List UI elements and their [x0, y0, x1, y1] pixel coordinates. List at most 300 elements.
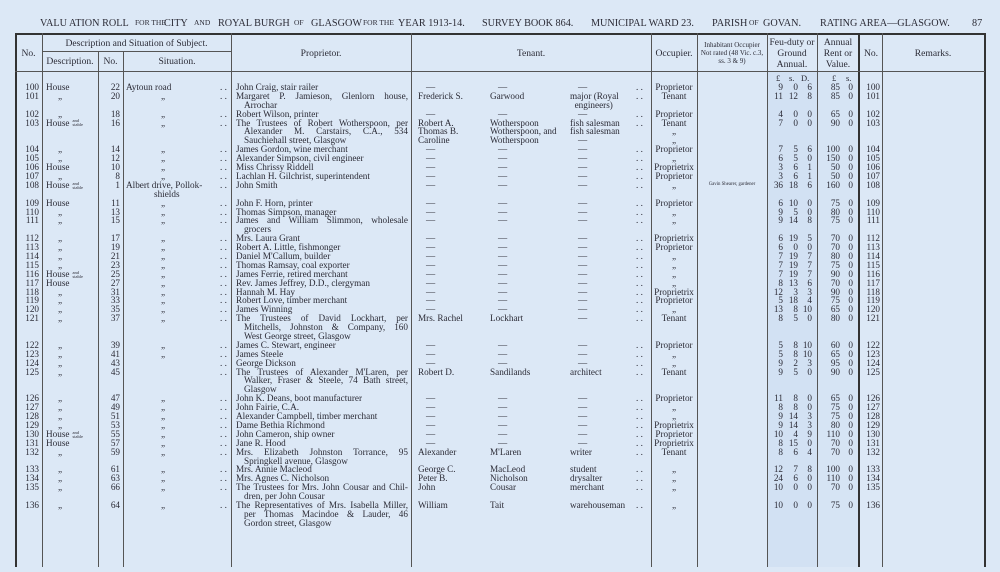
situation-line: „ [161, 473, 166, 484]
tenant-occupation: major (Royal [570, 90, 619, 101]
feu-shillings: 14 [788, 419, 798, 430]
tenant-surname: Nicholson [490, 473, 528, 484]
entry-number: 118 [25, 286, 39, 297]
situation [126, 288, 221, 297]
proprietor-line: James C. Stewart, engineer [236, 339, 336, 350]
entry-number-right: 104 [866, 144, 880, 155]
leader-dots: . . [636, 250, 643, 261]
house-number: 66 [110, 482, 120, 493]
rent-pounds: 75 [830, 295, 840, 306]
proprietor-line: The Trustees for Mrs. John Cousar and Chil- [236, 482, 408, 493]
situation [126, 92, 221, 101]
house-number: 11 [111, 197, 120, 208]
leader-dots: . . [220, 339, 227, 350]
leader-dots: . . [636, 348, 643, 359]
occupier-line: „ [671, 135, 677, 146]
tenant-occupation: — [578, 393, 588, 404]
rent-shillings: 0 [848, 464, 853, 475]
situation-line: „ [161, 170, 166, 181]
proprietor-line: James Winning [236, 304, 293, 315]
occupier-line: „ [671, 499, 677, 510]
col-header-inhabitant: Inhabitant Occupier Not rated (48 Vic. c.3, ss. 3 & 9) [700, 41, 764, 65]
entry-number: 136 [25, 499, 39, 510]
house-number: 63 [110, 473, 120, 484]
proprietor [236, 368, 408, 395]
description-text: „ [58, 419, 63, 430]
tenant-surname: — [498, 82, 508, 92]
occupier-line: „ [671, 259, 677, 270]
feu-pence: 8 [807, 215, 812, 226]
tenant-first-name: Peter B. [418, 473, 448, 484]
rent-shillings: 0 [848, 144, 853, 155]
feu-pence: 3 [807, 411, 812, 422]
leader-dots: . . [636, 90, 643, 101]
rent-pounds: 50 [830, 170, 840, 181]
proprietor-line: Sauchiehall street, Glasgow [244, 135, 347, 146]
tenant-first-name: — [426, 393, 436, 404]
entry-number: 121 [25, 313, 39, 324]
feu-pence: 3 [807, 286, 812, 297]
tenant-surname: — [498, 259, 508, 270]
description-text: „ [58, 215, 63, 226]
occupier-line: Proprietor [655, 197, 693, 208]
house-number: 13 [110, 206, 120, 217]
situation [126, 501, 221, 510]
tenant-surname: — [498, 206, 508, 217]
feu-pence: 0 [807, 117, 812, 128]
situation [126, 341, 221, 350]
situation [126, 483, 221, 492]
situation [126, 154, 221, 163]
situation [126, 439, 221, 448]
situation-line: „ [161, 437, 166, 448]
entry-number: 114 [25, 250, 39, 261]
feu-shillings: 8 [793, 402, 798, 413]
feu-shillings: 6 [793, 446, 798, 457]
proprietor [236, 314, 408, 341]
unit-pence: D. [801, 73, 810, 83]
feu-pounds: 24 [773, 473, 783, 484]
tenant-occupation: — [578, 82, 588, 92]
rent-pounds: 75 [830, 197, 840, 208]
occupier [651, 368, 697, 377]
feu-pence: 0 [807, 393, 812, 404]
feu-shillings: 19 [788, 259, 798, 270]
col-header-annual-rent: Annual Rent or Value. [823, 36, 853, 70]
col-header-tenant: Tenant. [516, 47, 546, 59]
entry-number: 122 [25, 339, 39, 350]
situation [126, 110, 221, 119]
table-row [0, 119, 1000, 146]
situation [126, 314, 221, 323]
feu-pounds: 8 [778, 446, 783, 457]
tenant-occupation: — [578, 402, 588, 413]
rent-pounds: 75 [830, 259, 840, 270]
tenant-occupation: — [578, 179, 588, 190]
feu-pounds: 10 [773, 428, 783, 439]
rent-shillings: 0 [848, 268, 853, 279]
house-number: 39 [110, 339, 120, 350]
proprietor-line: Thomas Simpson, manager [236, 206, 337, 217]
tenant-surname: — [498, 286, 508, 297]
feu-pence: 6 [807, 82, 812, 92]
rent-pounds: 65 [830, 393, 840, 404]
feu-pence: 7 [807, 268, 812, 279]
entry-number-right: 124 [866, 357, 880, 368]
tenant-occupation: student [570, 464, 597, 475]
feu-pence: 1 [807, 162, 812, 173]
tenant-surname: — [498, 215, 508, 226]
rent-pounds: 85 [830, 90, 840, 101]
feu-pounds: 9 [778, 366, 783, 377]
description-text: „ [58, 304, 63, 315]
house-number: 33 [110, 295, 120, 306]
leader-dots: . . [636, 259, 643, 270]
description-text: „ [58, 170, 63, 181]
leader-dots: . . [220, 419, 227, 430]
tenant-occupation: — [578, 250, 588, 261]
feu-pence: 4 [807, 295, 812, 306]
description-text: „ [58, 473, 63, 484]
entry-number: 131 [25, 437, 39, 448]
feu-shillings: 19 [788, 233, 798, 244]
rent-pounds: 65 [830, 108, 840, 119]
situation [126, 465, 221, 474]
feu-pounds: 10 [773, 499, 783, 510]
feu-shillings: 7 [793, 464, 798, 475]
rent-shillings: 0 [848, 250, 853, 261]
tenant-occupation: — [578, 242, 588, 253]
proprietor-line: The Trustees of Robert Wotherspoon, per [236, 117, 408, 128]
situation-line: „ [161, 348, 166, 359]
entry-number: 112 [25, 233, 39, 244]
rent-shillings: 0 [848, 170, 853, 181]
proprietor-line: Dame Bethia Richmond [236, 419, 325, 430]
rent-pounds: 110 [826, 428, 840, 439]
rent-pounds: 80 [830, 419, 840, 430]
survey-book: SURVEY BOOK 864. [482, 18, 574, 29]
description-text: „ [58, 286, 63, 297]
rent-pounds: 110 [826, 473, 840, 484]
tenant-surname: — [498, 304, 508, 315]
entry-number-right: 136 [866, 499, 880, 510]
leader-dots: . . [220, 446, 227, 457]
feu-pounds: 12 [773, 464, 783, 475]
tenant-surname: — [498, 437, 508, 448]
leader-dots: . . [636, 446, 643, 457]
tenant-occupation: writer [570, 446, 592, 457]
tenant-surname: Garwood [490, 90, 525, 101]
rent-pounds: 100 [826, 144, 840, 155]
proprietor [236, 181, 408, 190]
leader-dots: . . [220, 366, 227, 377]
feu-shillings: 19 [788, 250, 798, 261]
description [46, 92, 98, 101]
proprietor-line: Mrs. Annie Macleod [236, 464, 312, 475]
feu-pounds: 8 [778, 313, 783, 324]
entry-number-right: 131 [866, 437, 880, 448]
proprietor-line: grocers [244, 224, 272, 235]
leader-dots: . . [220, 153, 227, 164]
feu-pence: 9 [807, 428, 812, 439]
feu-pounds: 9 [778, 206, 783, 217]
rent-pounds: 65 [830, 348, 840, 359]
tenant-occupation: — [578, 419, 588, 430]
situation [126, 448, 221, 457]
tenant-surname: — [498, 144, 508, 155]
house-number: 57 [110, 437, 120, 448]
proprietor-line: Alexander Simpson, civil engineer [236, 153, 364, 164]
situation-line: „ [161, 233, 166, 244]
feu-shillings: 18 [788, 179, 798, 190]
tenant-surname: Wotherspoon [490, 117, 539, 128]
situation-line: „ [161, 197, 166, 208]
leader-dots: . . [636, 170, 643, 181]
tenant-surname: — [498, 411, 508, 422]
house-number: 53 [110, 419, 120, 430]
feu-pounds: 36 [773, 179, 783, 190]
entry-number-right: 106 [866, 162, 880, 173]
entry-number-right: 122 [866, 339, 880, 350]
leader-dots: . . [636, 197, 643, 208]
table-row [0, 314, 1000, 341]
situation [126, 279, 221, 288]
occupier-line: „ [671, 250, 677, 261]
description-text: „ [58, 482, 63, 493]
description [46, 216, 98, 225]
situation-line: „ [161, 295, 166, 306]
tenant-surname: — [498, 277, 508, 288]
occupier-line: Proprietor [655, 339, 693, 350]
entry-number: 104 [25, 144, 39, 155]
leader-dots: . . [636, 437, 643, 448]
occupier-line: „ [671, 464, 677, 475]
situation-line: „ [161, 393, 166, 404]
col-header-no: No. [21, 47, 36, 59]
entry-number: 130 [25, 428, 39, 439]
col-header-occupier: Occupier. [655, 47, 693, 59]
table-row [0, 483, 1000, 501]
entry-number: 102 [25, 108, 39, 119]
tenant-first-name: — [426, 144, 436, 155]
feu-pence: 7 [807, 250, 812, 261]
occupier-line: Proprietor [655, 108, 693, 119]
situation-line: „ [161, 419, 166, 430]
tenant-occupation: — [578, 162, 588, 173]
situation-line: „ [161, 428, 166, 439]
proprietor-line: John Fairie, C.A. [236, 402, 300, 413]
tenant-surname: — [498, 393, 508, 404]
feu-pounds: 9 [778, 215, 783, 226]
occupier [651, 314, 697, 323]
house-number: 25 [110, 268, 120, 279]
entry-number-right: 135 [866, 482, 880, 493]
situation-line: „ [161, 206, 166, 217]
feu-shillings: 5 [793, 313, 798, 324]
situation [126, 350, 221, 359]
description-text: „ [58, 206, 63, 217]
tenant-occupation: — [578, 206, 588, 217]
feu-shillings: 5 [793, 144, 798, 155]
leader-dots: . . [220, 170, 227, 181]
tenant-first-name: Caroline [418, 135, 450, 146]
title-word: AND [194, 18, 211, 27]
situation-line: „ [161, 108, 166, 119]
occupier-line: Proprietrix [654, 286, 694, 297]
description-text: „ [58, 233, 63, 244]
situation-line [126, 368, 221, 377]
description-text: „ [58, 242, 63, 253]
entry-number: 129 [25, 419, 39, 430]
tenant-surname: — [498, 170, 508, 181]
leader-dots: . . [220, 295, 227, 306]
feu-shillings: 5 [793, 206, 798, 217]
tenant-first-name: — [426, 206, 436, 217]
tenant-first-name: — [426, 162, 436, 173]
rent-pounds: 150 [826, 153, 840, 164]
feu-pounds: 7 [778, 268, 783, 279]
leader-dots: . . [636, 162, 643, 173]
situation-line: „ [161, 277, 166, 288]
house-number: 61 [110, 464, 120, 475]
entry-number-right: 117 [866, 277, 880, 288]
tenant-surname: M'Laren [490, 446, 522, 457]
proprietor-line: Gordon street, Glasgow [244, 517, 332, 528]
feu-pounds: 5 [778, 295, 783, 306]
feu-pounds: 13 [773, 304, 783, 315]
house-number: 59 [110, 446, 120, 457]
rent-shillings: 0 [848, 90, 853, 101]
tenant-surname: Sandilands [490, 366, 531, 377]
description [46, 119, 98, 128]
tenant-occupation: — [578, 357, 588, 368]
entry-number-right: 119 [866, 295, 880, 306]
rent-shillings: 0 [848, 153, 853, 164]
house-number: 45 [110, 366, 120, 377]
proprietor-line: dren, per John Cousar [244, 491, 325, 502]
house-number: 31 [110, 286, 120, 297]
tenant-first-name: — [426, 419, 436, 430]
leader-dots: . . [220, 250, 227, 261]
feu-shillings: 13 [788, 277, 798, 288]
feu-pounds: 7 [778, 250, 783, 261]
occupier-line: „ [671, 126, 677, 137]
entry-number: 127 [25, 402, 39, 413]
feu-pounds: 10 [773, 482, 783, 493]
proprietor-line: Mitchells, Johnston & Company, 160 [244, 322, 408, 333]
tenant-first-name: — [426, 233, 436, 244]
tenant-occupation: — [578, 153, 588, 164]
rent-pounds: 80 [830, 313, 840, 324]
feu-shillings: 18 [788, 295, 798, 306]
occupier-line: „ [671, 402, 677, 413]
situation-line: „ [161, 482, 166, 493]
proprietor-line: Lachlan H. Gilchrist, superintendent [236, 170, 370, 181]
tenant-surname: — [498, 153, 508, 164]
entry-number-right: 111 [866, 215, 880, 226]
entry-number: 132 [25, 446, 39, 457]
situation-line: „ [161, 259, 166, 270]
feu-pence: 0 [807, 482, 812, 493]
proprietor [236, 448, 408, 466]
occupier-line: Tenant [661, 446, 687, 457]
description-text: House [46, 268, 70, 279]
description-text: „ [58, 90, 63, 101]
rent-shillings: 0 [848, 242, 853, 253]
occupier-line: Proprietor [655, 393, 693, 404]
tenant-first-name: — [426, 357, 436, 368]
table-row [0, 92, 1000, 110]
title-glasgow: GLASGOW [311, 18, 362, 29]
proprietor-line: Robert A. Little, fishmonger [236, 242, 341, 253]
unit-shillings: s. [846, 73, 852, 83]
description-text: „ [58, 259, 63, 270]
feu-pence: 10 [802, 339, 812, 350]
proprietor-line: Margaret P. Jamieson, Glenlorn house, [236, 90, 408, 101]
feu-pounds: 6 [778, 242, 783, 253]
leader-dots: . . [636, 242, 643, 253]
entry-number-right: 114 [866, 250, 880, 261]
leader-dots: . . [220, 348, 227, 359]
situation [126, 234, 221, 243]
leader-dots: . . [636, 295, 643, 306]
occupier-line: „ [671, 179, 677, 190]
description-text: „ [58, 446, 63, 457]
proprietor-line: Robert Wilson, printer [236, 108, 319, 119]
description-text: „ [58, 250, 63, 261]
rent-shillings: 0 [848, 437, 853, 448]
tenant-occupation: — [578, 428, 588, 439]
tenant-first-name: — [426, 179, 436, 190]
house-number: 41 [110, 348, 120, 359]
tenant-first-name: Mrs. Rachel [418, 313, 463, 324]
situation-line: „ [161, 117, 166, 128]
occupier [651, 216, 697, 225]
house-number: 18 [110, 108, 120, 119]
occupier-line: „ [671, 473, 677, 484]
entry-number-right: 101 [866, 90, 880, 101]
tenant-occupation: — [578, 170, 588, 181]
rent-pounds: 60 [830, 339, 840, 350]
entry-number-right: 109 [866, 197, 880, 208]
entry-number-right: 116 [866, 268, 880, 279]
house-number: 27 [110, 277, 120, 288]
feu-shillings: 0 [793, 108, 798, 119]
entry-number-right: 125 [866, 366, 880, 377]
rent-shillings: 0 [848, 295, 853, 306]
occupier-line: „ [671, 153, 677, 164]
entry-number: 123 [25, 348, 39, 359]
tenant-first-name: Thomas B. [418, 126, 459, 137]
feu-pence: 0 [807, 108, 812, 119]
leader-dots: . . [220, 482, 227, 493]
rent-shillings: 0 [848, 215, 853, 226]
situation-line: „ [161, 268, 166, 279]
description-text: „ [58, 393, 63, 404]
situation-line: „ [161, 411, 166, 422]
feu-shillings: 0 [793, 82, 798, 92]
feu-pounds: 8 [778, 277, 783, 288]
rent-pounds: 90 [830, 117, 840, 128]
situation-line: Albert drive, Pollok- [126, 179, 203, 190]
leader-dots: . . [220, 499, 227, 510]
entry-number: 113 [25, 242, 39, 253]
leader-dots: . . [636, 153, 643, 164]
entry-number: 108 [25, 179, 39, 190]
rent-shillings: 0 [848, 357, 853, 368]
feu-pounds: 9 [778, 82, 783, 92]
feu-shillings: 14 [788, 215, 798, 226]
